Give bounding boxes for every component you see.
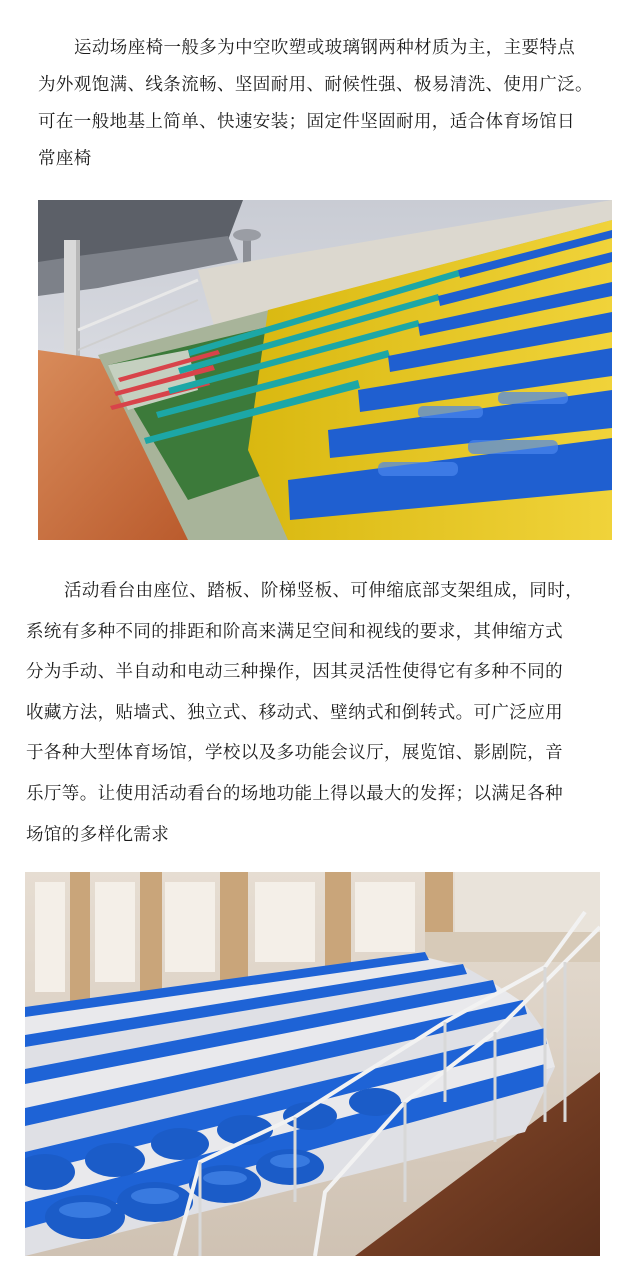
paragraph-line: 于各种大型体育场馆，学校以及多功能会议厅，展览馆、影剧院，音 — [26, 743, 563, 764]
retractable-bleachers-photo — [25, 872, 600, 1256]
paragraph-line: 收藏方法，贴墙式、独立式、移动式、壁纳式和倒转式。可广泛应用 — [26, 702, 563, 723]
paragraph-line: 为外观饱满、线条流畅、坚固耐用、耐候性强、极易清洗、使用广泛。 — [38, 75, 593, 95]
paragraph-line: 活动看台由座位、踏板、阶梯竖板、可伸缩底部支架组成，同时， — [64, 581, 584, 601]
paragraph-line: 分为手动、半自动和电动三种操作，因其灵活性使得它有多种不同的 — [26, 662, 563, 683]
stadium-seats-photo — [38, 200, 612, 540]
paragraph-line: 场馆的多样化需求 — [26, 824, 170, 845]
retractable-bleachers-paragraph — [26, 571, 583, 855]
paragraph-line: 常座椅 — [38, 149, 92, 169]
paragraph-line: 系统有多种不同的排距和阶高来满足空间和视线的要求，其伸缩方式 — [26, 621, 563, 642]
paragraph-line: 乐厅等。让使用活动看台的场地功能上得以最大的发挥；以满足各种 — [26, 783, 563, 804]
paragraph-line: 可在一般地基上简单、快速安装；固定件坚固耐用，适合体育场馆日 — [38, 112, 575, 132]
intro-paragraph-stadium-seats — [38, 30, 593, 178]
paragraph-line: 运动场座椅一般多为中空吹塑或玻璃钢两种材质为主，主要特点 — [74, 38, 576, 58]
